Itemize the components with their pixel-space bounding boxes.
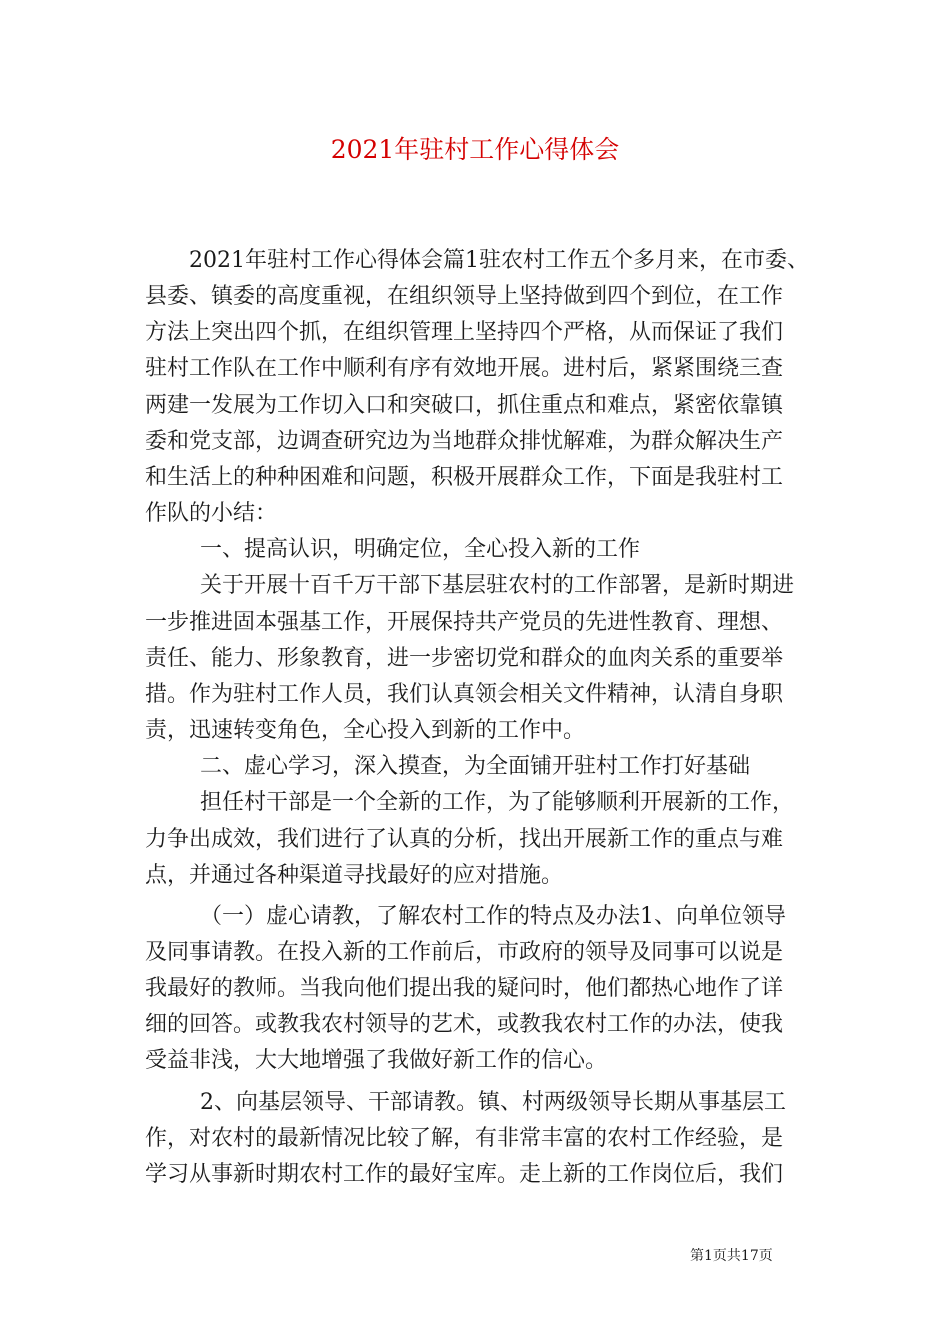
paragraph-line: 措。作为驻村工作人员，我们认真领会相关文件精神，认清自身职	[145, 682, 784, 707]
page-number: 第1页共17页	[690, 1248, 773, 1264]
paragraph-line: 受益非浅，大大地增强了我做好新工作的信心。	[145, 1048, 608, 1073]
paragraph-line: 关于开展十百千万干部下基层驻农村的工作部署，是新时期进	[200, 573, 795, 598]
paragraph-line: 力争出成效，我们进行了认真的分析，找出开展新工作的重点与难	[145, 827, 784, 852]
paragraph-line: 细的回答。或教我农村领导的艺术，或教我农村工作的办法，使我	[145, 1012, 784, 1037]
paragraph-line: 一步推进固本强基工作，开展保持共产党员的先进性教育、理想、	[145, 610, 784, 635]
paragraph-line: 作队的小结：	[145, 501, 278, 526]
paragraph-line: 责任、能力、形象教育，进一步密切党和群众的血肉关系的重要举	[145, 646, 784, 671]
section-heading: 二、虚心学习，深入摸查，为全面铺开驻村工作打好基础	[200, 754, 751, 779]
paragraph-line: 2021年驻村工作心得体会篇1驻农村工作五个多月来，在市委、	[189, 248, 809, 273]
paragraph-line: 作，对农村的最新情况比较了解，有非常丰富的农村工作经验，是	[145, 1126, 784, 1151]
paragraph-line: 方法上突出四个抓，在组织管理上坚持四个严格，从而保证了我们	[145, 320, 784, 345]
section-heading: 一、提高认识，明确定位，全心投入新的工作	[200, 537, 641, 562]
paragraph-line: 两建一发展为工作切入口和突破口，抓住重点和难点，紧密依靠镇	[145, 393, 784, 418]
paragraph-line: （一）虚心请教，了解农村工作的特点及办法1、向单位领导	[200, 904, 786, 929]
paragraph-line: 担任村干部是一个全新的工作，为了能够顺利开展新的工作，	[200, 790, 795, 815]
paragraph-line: 委和党支部，边调查研究边为当地群众排忧解难，为群众解决生产	[145, 429, 784, 454]
paragraph-line: 点，并通过各种渠道寻找最好的应对措施。	[145, 863, 564, 888]
paragraph-line: 学习从事新时期农村工作的最好宝库。走上新的工作岗位后，我们	[145, 1162, 784, 1187]
paragraph-line: 及同事请教。在投入新的工作前后，市政府的领导及同事可以说是	[145, 940, 784, 965]
paragraph-line: 我最好的教师。当我向他们提出我的疑问时，他们都热心地作了详	[145, 976, 784, 1001]
document-title: 2021年驻村工作心得体会	[330, 135, 620, 164]
paragraph-line: 驻村工作队在工作中顺利有序有效地开展。进村后，紧紧围绕三查	[145, 356, 784, 381]
paragraph-line: 县委、镇委的高度重视，在组织领导上坚持做到四个到位，在工作	[145, 284, 784, 309]
paragraph-line: 和生活上的种种困难和问题，积极开展群众工作，下面是我驻村工	[145, 465, 784, 490]
paragraph-line: 责，迅速转变角色，全心投入到新的工作中。	[145, 718, 586, 743]
paragraph-line: 2、向基层领导、干部请教。镇、村两级领导长期从事基层工	[200, 1090, 786, 1115]
